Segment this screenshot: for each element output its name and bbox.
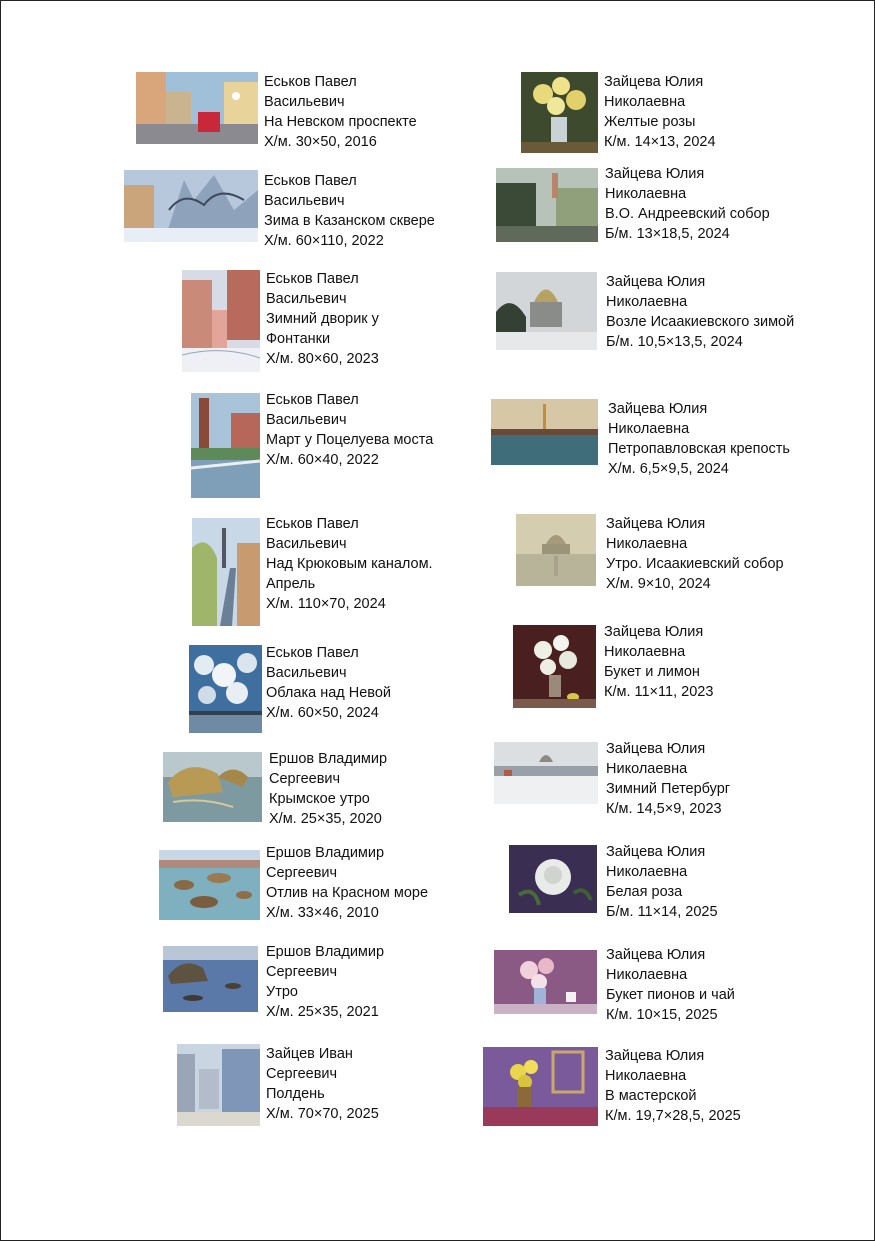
artist-name: Зайцева Юлия	[606, 844, 706, 860]
artist-name: Еськов Павел	[264, 173, 357, 189]
artist-patronymic: Сергеевич	[266, 865, 338, 881]
artist-name: Зайцева Юлия	[606, 741, 706, 757]
painting-title: В.О. Андреевский собор	[605, 206, 770, 222]
artist-patronymic: Васильевич	[264, 94, 345, 110]
painting-thumbnail	[136, 72, 258, 144]
painting-details: Х/м. 6,5×9,5, 2024	[608, 461, 729, 477]
artist-name: Ершов Владимир	[266, 944, 385, 960]
caption	[606, 945, 735, 1025]
painting-thumbnail	[182, 270, 260, 372]
painting-details: Б/м. 13×18,5, 2024	[605, 226, 730, 242]
artist-patronymic: Николаевна	[605, 186, 687, 202]
painting-title: На Невском проспекте	[264, 114, 417, 130]
painting-thumbnail	[189, 645, 262, 733]
caption	[264, 171, 435, 251]
artist-patronymic: Васильевич	[264, 193, 345, 209]
painting-thumbnail	[163, 946, 258, 1012]
artist-name: Еськов Павел	[266, 516, 359, 532]
caption	[608, 399, 790, 479]
painting-thumbnail	[163, 752, 262, 822]
caption	[264, 72, 417, 152]
painting-title: Утро	[266, 984, 298, 1000]
artist-patronymic: Николаевна	[606, 294, 688, 310]
painting-details: К/м. 10×15, 2025	[606, 1007, 718, 1023]
artist-patronymic: Сергеевич	[266, 964, 338, 980]
artist-name: Зайцева Юлия	[605, 1048, 705, 1064]
painting-thumbnail	[516, 514, 596, 586]
artist-patronymic: Васильевич	[266, 665, 347, 681]
painting-thumbnail	[124, 170, 258, 242]
painting-title: Зима в Казанском сквере	[264, 213, 435, 229]
painting-thumbnail	[513, 625, 596, 708]
painting-title: Петропавловская крепость	[608, 441, 790, 457]
painting-title: Букет пионов и чай	[606, 987, 735, 1003]
painting-details: Х/м. 60×50, 2024	[266, 705, 379, 721]
painting-thumbnail	[494, 742, 598, 804]
painting-title-line2: Фонтанки	[266, 331, 331, 347]
painting-title: Зимний Петербург	[606, 781, 731, 797]
caption	[266, 843, 428, 923]
artist-name: Еськов Павел	[266, 645, 359, 661]
artist-patronymic: Сергеевич	[266, 1066, 338, 1082]
painting-details: Х/м. 33×46, 2010	[266, 905, 379, 921]
artist-patronymic: Николаевна	[606, 536, 688, 552]
painting-thumbnail	[483, 1047, 598, 1126]
painting-title: Крымское утро	[269, 791, 370, 807]
artist-name: Зайцева Юлия	[605, 166, 705, 182]
painting-details: Х/м. 60×110, 2022	[264, 233, 384, 249]
artist-patronymic: Сергеевич	[269, 771, 341, 787]
artist-name: Зайцева Юлия	[606, 516, 706, 532]
painting-thumbnail	[496, 272, 597, 350]
painting-thumbnail	[159, 850, 260, 920]
painting-thumbnail	[494, 950, 597, 1014]
painting-details: Х/м. 25×35, 2020	[269, 811, 382, 827]
artist-name: Ершов Владимир	[269, 751, 388, 767]
caption	[606, 842, 718, 922]
painting-title: Март у Поцелуева моста	[266, 432, 434, 448]
painting-details: Б/м. 10,5×13,5, 2024	[606, 334, 743, 350]
caption	[269, 749, 387, 829]
painting-details: Х/м. 110×70, 2024	[266, 596, 386, 612]
artist-name: Еськов Павел	[264, 74, 357, 90]
painting-title: Утро. Исаакиевский собор	[606, 556, 784, 572]
painting-thumbnail	[496, 168, 598, 242]
caption	[266, 643, 391, 723]
artist-patronymic: Васильевич	[266, 536, 347, 552]
artist-name: Зайцева Юлия	[606, 274, 706, 290]
painting-title: Над Крюковым каналом.	[266, 556, 433, 572]
artist-patronymic: Васильевич	[266, 291, 347, 307]
painting-thumbnail	[177, 1044, 260, 1126]
artist-name: Зайцева Юлия	[606, 947, 706, 963]
painting-details: К/м. 14×13, 2024	[604, 134, 716, 150]
painting-details: Х/м. 9×10, 2024	[606, 576, 711, 592]
artist-name: Зайцева Юлия	[608, 401, 708, 417]
painting-details: Х/м. 25×35, 2021	[266, 1004, 379, 1020]
caption	[604, 622, 713, 702]
painting-thumbnail	[509, 845, 597, 913]
artist-patronymic: Николаевна	[605, 1068, 687, 1084]
artist-patronymic: Николаевна	[606, 967, 688, 983]
painting-title: Облака над Невой	[266, 685, 392, 701]
artist-name: Зайцев Иван	[266, 1046, 353, 1062]
painting-title: В мастерской	[605, 1088, 697, 1104]
painting-thumbnail	[521, 72, 598, 153]
painting-details: Х/м. 60×40, 2022	[266, 452, 379, 468]
artist-name: Зайцева Юлия	[604, 74, 704, 90]
painting-title: Белая роза	[606, 884, 683, 900]
painting-title-line2: Апрель	[266, 576, 316, 592]
caption	[266, 269, 379, 369]
painting-title: Отлив на Красном море	[266, 885, 429, 901]
caption	[266, 390, 433, 470]
painting-title: Букет и лимон	[604, 664, 700, 680]
artist-patronymic: Васильевич	[266, 412, 347, 428]
caption	[266, 514, 433, 614]
caption	[605, 164, 770, 244]
caption	[605, 1046, 741, 1126]
artist-name: Зайцева Юлия	[604, 624, 704, 640]
caption	[606, 514, 784, 594]
painting-title: Зимний дворик у	[266, 311, 379, 327]
painting-thumbnail	[192, 518, 260, 626]
caption	[606, 272, 794, 352]
caption	[266, 1044, 379, 1124]
painting-details: Б/м. 11×14, 2025	[606, 904, 718, 920]
artist-patronymic: Николаевна	[604, 644, 686, 660]
caption	[604, 72, 716, 152]
artist-name: Еськов Павел	[266, 392, 359, 408]
painting-title: Возле Исаакиевского зимой	[606, 314, 795, 330]
painting-details: К/м. 14,5×9, 2023	[606, 801, 722, 817]
painting-details: Х/м. 30×50, 2016	[264, 134, 377, 150]
painting-details: К/м. 19,7×28,5, 2025	[605, 1108, 741, 1124]
artist-patronymic: Николаевна	[608, 421, 690, 437]
artist-patronymic: Николаевна	[604, 94, 686, 110]
painting-details: Х/м. 80×60, 2023	[266, 351, 379, 367]
painting-details: Х/м. 70×70, 2025	[266, 1106, 379, 1122]
painting-details: К/м. 11×11, 2023	[604, 684, 714, 700]
caption	[606, 739, 730, 819]
painting-title: Желтые розы	[604, 114, 696, 130]
artist-patronymic: Николаевна	[606, 864, 688, 880]
caption	[266, 942, 384, 1022]
painting-thumbnail	[491, 399, 598, 465]
artist-patronymic: Николаевна	[606, 761, 688, 777]
artist-name: Ершов Владимир	[266, 845, 385, 861]
painting-thumbnail	[191, 393, 260, 498]
artist-name: Еськов Павел	[266, 271, 359, 287]
painting-title: Полдень	[266, 1086, 325, 1102]
